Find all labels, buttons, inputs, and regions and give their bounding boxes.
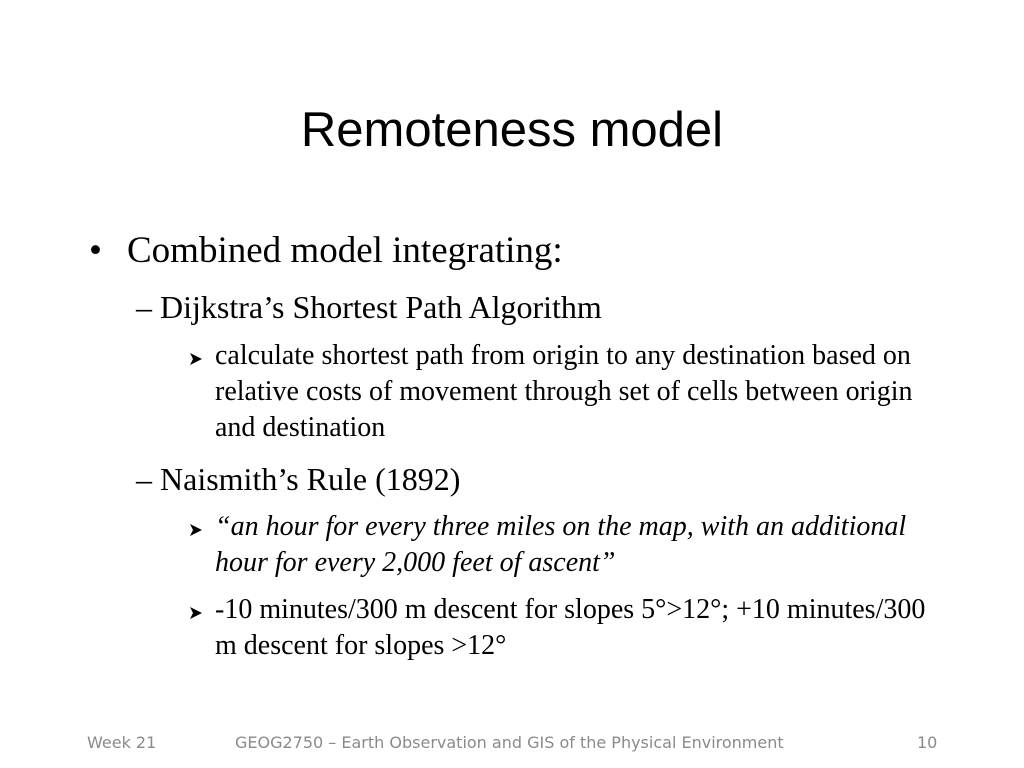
subitem-dijkstra: – Dijkstra’s Shortest Path Algorithm: [136, 289, 602, 325]
arrowhead-icon: [189, 606, 203, 620]
point-text: -10 minutes/300 m descent for slopes 5°>12°; +10 minutes/300 m descent for slopes >12°: [215, 594, 926, 661]
arrowhead-icon: [189, 352, 203, 366]
bullet-text: Combined model integrating:: [127, 230, 563, 271]
point-naismith-descent: [189, 592, 949, 664]
point-dijkstra-description: [189, 338, 949, 446]
bullet-marker: •: [89, 230, 102, 271]
slide-title: Remoteness model: [300, 103, 724, 157]
arrowhead-icon: [189, 523, 203, 537]
point-text: calculate shortest path from origin to any destination based on relative costs of movement through set of cells between origin and destination: [215, 340, 913, 443]
point-text: “an hour for every three miles on the map, with an additional hour for every 2,000 feet of ascent”: [215, 511, 907, 578]
footer-course: GEOG2750 – Earth Observation and GIS of the Physical Environment: [235, 733, 784, 752]
point-naismith-quote: [189, 509, 949, 581]
footer-week: Week 21: [87, 733, 157, 752]
footer-page-number: 10: [917, 733, 938, 752]
subitem-naismith: – Naismith’s Rule (1892): [136, 461, 461, 497]
